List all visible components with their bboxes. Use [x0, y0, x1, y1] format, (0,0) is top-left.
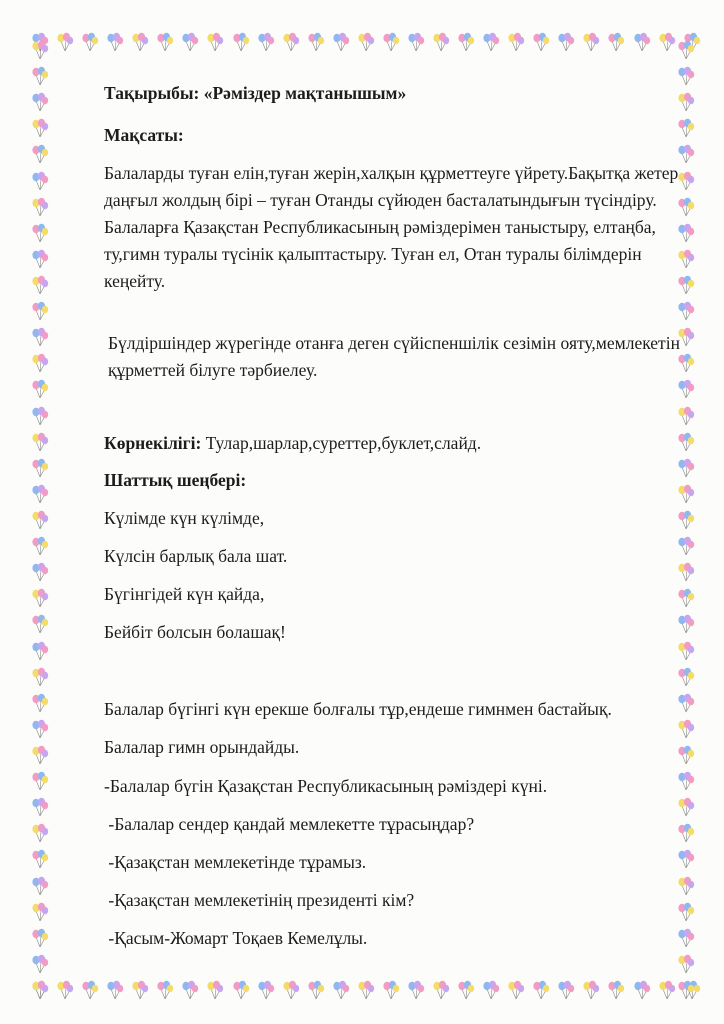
balloon-bunch-icon — [431, 32, 451, 52]
balloon-bunch-icon — [676, 406, 696, 426]
balloon-bunch-icon — [676, 301, 696, 321]
poem-line: Бейбіт болсын болашақ! — [104, 622, 286, 642]
balloon-bunch-icon — [331, 980, 351, 1000]
dialog-line: Балалар гимн орындайды. — [104, 737, 300, 757]
balloon-bunch-icon — [30, 144, 50, 164]
goal-paragraph: Балаларды туған елін,туған жерін,халқын құрметтеуге үйрету.Бақытқа жетер даңғыл жолдың бірі – туған Отанды сүйюден басталатындығын түсіндіру. Балаларға Қазақстан Республикасының рәміздерімен таныстыру, елтаңба, ту,гимн туралы түсінік қалыптастыру. Туған ел, Отан туралы білімдерін кеңейту. — [104, 163, 679, 291]
balloon-bunch-icon — [231, 980, 251, 1000]
balloon-bunch-icon — [506, 980, 526, 1000]
poem-line: Күлсін барлық бала шат. — [104, 546, 288, 566]
balloon-bunch-icon — [556, 32, 576, 52]
balloon-bunch-icon — [306, 980, 326, 1000]
balloon-bunch-icon — [30, 223, 50, 243]
balloon-bunch-icon — [30, 980, 50, 1000]
dialog-line: -Балалар сендер қандай мемлекетте тұрасыңдар? — [104, 814, 475, 834]
balloon-bunch-icon — [531, 980, 551, 1000]
balloon-bunch-icon — [581, 32, 601, 52]
balloon-bunch-icon — [30, 406, 50, 426]
decorative-border-bottom — [30, 976, 702, 1004]
balloon-bunch-icon — [30, 118, 50, 138]
circle-heading: Шаттық шеңбері: — [104, 470, 247, 490]
balloon-bunch-icon — [30, 275, 50, 295]
balloon-bunch-icon — [331, 32, 351, 52]
balloon-bunch-icon — [30, 719, 50, 739]
balloon-bunch-icon — [481, 32, 501, 52]
balloon-bunch-icon — [30, 510, 50, 530]
balloon-bunch-icon — [606, 980, 626, 1000]
balloon-bunch-icon — [556, 980, 576, 1000]
balloon-bunch-icon — [30, 171, 50, 191]
decorative-border-left — [28, 40, 52, 1000]
balloon-bunch-icon — [80, 32, 100, 52]
balloon-bunch-icon — [356, 32, 376, 52]
balloon-bunch-icon — [431, 980, 451, 1000]
balloon-bunch-icon — [180, 32, 200, 52]
balloon-bunch-icon — [30, 902, 50, 922]
balloon-bunch-icon — [155, 980, 175, 1000]
balloon-bunch-icon — [30, 301, 50, 321]
balloon-bunch-icon — [281, 32, 301, 52]
dialog-line: -Балалар бүгін Қазақстан Республикасының рәміздері күні. — [104, 776, 548, 796]
balloon-bunch-icon — [581, 980, 601, 1000]
goal-paragraph-2: Бүлдіршіндер жүрегінде отанға деген сүйіспеншілік сезімін ояту,мемлекетін құрметтей білуге тәрбиелеу. — [108, 333, 680, 380]
balloon-bunch-icon — [80, 980, 100, 1000]
visuals-value: Тулар,шарлар,суреттер,буклет,слайд. — [201, 433, 482, 453]
poem-line: Күлімде күн күлімде, — [104, 508, 265, 528]
balloon-bunch-icon — [632, 32, 652, 52]
balloon-bunch-icon — [180, 980, 200, 1000]
balloon-bunch-icon — [381, 32, 401, 52]
balloon-bunch-icon — [406, 980, 426, 1000]
balloon-bunch-icon — [30, 432, 50, 452]
balloon-bunch-icon — [30, 641, 50, 661]
balloon-bunch-icon — [30, 197, 50, 217]
balloon-bunch-icon — [506, 32, 526, 52]
dialog-line: -Қазақстан мемлекетінің президенті кім? — [104, 890, 415, 910]
balloon-bunch-icon — [30, 954, 50, 974]
visuals-label: Көрнекілігі: — [104, 433, 202, 453]
balloon-bunch-icon — [256, 32, 276, 52]
balloon-bunch-icon — [30, 379, 50, 399]
balloon-bunch-icon — [205, 32, 225, 52]
balloon-bunch-icon — [205, 980, 225, 1000]
balloon-bunch-icon — [130, 980, 150, 1000]
dialog-line: Балалар бүгінгі күн ерекше болғалы тұр,ендеше гимнмен бастайық. — [104, 699, 612, 719]
balloon-bunch-icon — [676, 667, 696, 687]
balloon-bunch-icon — [30, 693, 50, 713]
balloon-bunch-icon — [456, 980, 476, 1000]
balloon-bunch-icon — [632, 980, 652, 1000]
goal-heading: Мақсаты: — [104, 125, 184, 145]
poem-line: Бүгінгідей күн қайда, — [104, 584, 265, 604]
balloon-bunch-icon — [30, 876, 50, 896]
balloon-bunch-icon — [531, 32, 551, 52]
visuals-line — [104, 430, 680, 456]
balloon-bunch-icon — [30, 92, 50, 112]
balloon-bunch-icon — [381, 980, 401, 1000]
balloon-bunch-icon — [105, 32, 125, 52]
balloon-bunch-icon — [30, 353, 50, 373]
balloon-bunch-icon — [30, 562, 50, 582]
balloon-bunch-icon — [456, 32, 476, 52]
balloon-bunch-icon — [130, 32, 150, 52]
balloon-bunch-icon — [30, 849, 50, 869]
balloon-bunch-icon — [676, 980, 696, 1000]
balloon-bunch-icon — [30, 536, 50, 556]
balloon-bunch-icon — [30, 249, 50, 269]
balloon-bunch-icon — [481, 980, 501, 1000]
decorative-border-top — [30, 28, 702, 56]
balloon-bunch-icon — [256, 980, 276, 1000]
balloon-bunch-icon — [30, 823, 50, 843]
balloon-bunch-icon — [55, 32, 75, 52]
balloon-bunch-icon — [30, 797, 50, 817]
topic-title: Тақырыбы: «Рәміздер мақтанышым» — [104, 83, 407, 103]
balloon-bunch-icon — [30, 745, 50, 765]
balloon-bunch-icon — [30, 327, 50, 347]
balloon-bunch-icon — [30, 614, 50, 634]
balloon-bunch-icon — [30, 928, 50, 948]
balloon-bunch-icon — [30, 771, 50, 791]
balloon-bunch-icon — [55, 980, 75, 1000]
balloon-bunch-icon — [30, 588, 50, 608]
balloon-bunch-icon — [30, 458, 50, 478]
balloon-bunch-icon — [231, 32, 251, 52]
balloon-bunch-icon — [606, 32, 626, 52]
balloon-bunch-icon — [30, 484, 50, 504]
dialog-line: -Қазақстан мемлекетінде тұрамыз. — [104, 852, 367, 872]
balloon-bunch-icon — [676, 954, 696, 974]
balloon-bunch-icon — [30, 40, 50, 60]
balloon-bunch-icon — [306, 32, 326, 52]
balloon-bunch-icon — [105, 980, 125, 1000]
balloon-bunch-icon — [30, 667, 50, 687]
balloon-bunch-icon — [676, 40, 696, 60]
balloon-bunch-icon — [281, 980, 301, 1000]
balloon-bunch-icon — [155, 32, 175, 52]
balloon-bunch-icon — [406, 32, 426, 52]
dialog-line: -Қасым-Жомарт Тоқаев Кемелұлы. — [104, 928, 368, 948]
balloon-bunch-icon — [30, 66, 50, 86]
balloon-bunch-icon — [356, 980, 376, 1000]
